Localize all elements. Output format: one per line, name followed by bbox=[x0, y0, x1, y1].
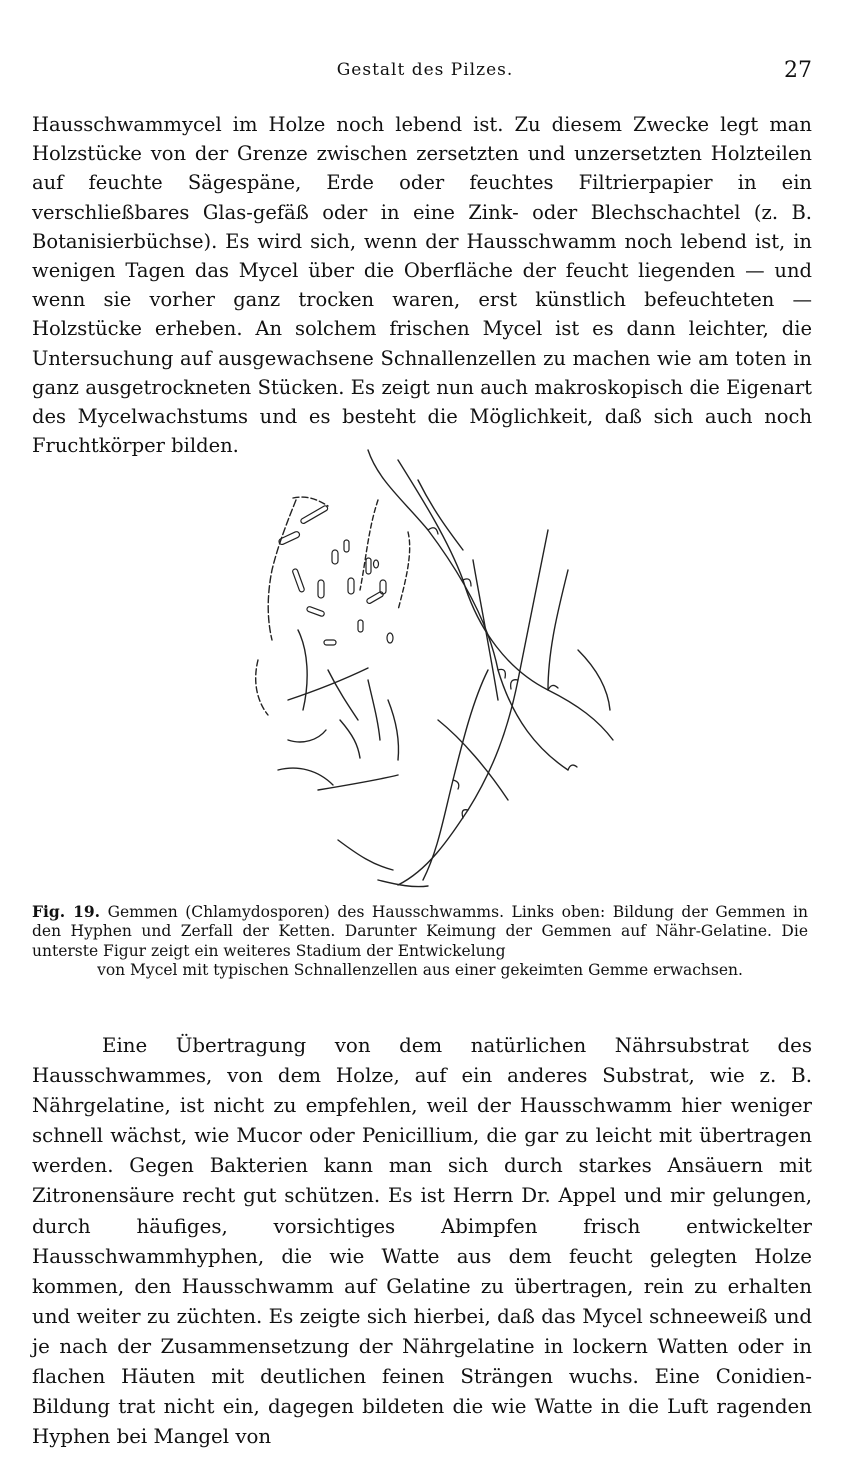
gemmae-chain bbox=[268, 500, 296, 640]
hypha bbox=[418, 480, 463, 550]
germ-tube bbox=[328, 670, 358, 720]
gemmae-chain bbox=[360, 500, 378, 590]
paragraph-1: Hausschwammycel im Holze noch lebend ist. Zu diesem Zwecke legt man Holzstücke von der Grenze zwischen zersetzten und unzersetzten Holzteilen auf feuchte Sägespäne, Erde oder feuchtes Filtrierpapier in ein verschließbares Glas-gefäß oder in eine Zink- oder Blechschachtel (z. B. Botanisierbüchse). Es wird sich, wenn der Hausschwamm noch lebend ist, in wenigen Tagen das Mycel über die Oberfläche der feucht liegenden — und wenn sie vorher ganz trocken waren, erst künstlich befeuchteten — Holzstücke erheben. An solchem frischen Mycel ist es dann leichter, die Untersuchung auf ausgewachsene Schnallenzellen zu machen wie am toten in ganz ausgetrockneten Stücken. Es zeigt nun auch makroskopisch die Eigenart des Mycelwachstums und es besteht die Möglichkeit, daß sich auch noch Fruchtkörper bilden. bbox=[32, 113, 812, 458]
page-number: 27 bbox=[784, 58, 812, 83]
paragraph-2: Eine Übertragung von dem natürlichen Nährsubstrat des Hausschwammes, von dem Holze, auf ein anderes Substrat, wie z. B. Nährgelatine, ist nicht zu empfehlen, weil der Hausschwamm hier weniger schnell wächst, wie Mucor oder Penicillium, die gar zu leicht mit übertragen werden. Gegen Bakterien kann man sich durch starkes Ansäuern mit Zitronensäure recht gut schützen. Es ist Herrn Dr. Appel und mir gelungen, durch häufiges, vorsichtiges Abimpfen frisch entwickelter Hausschwammhyphen, die wie Watte aus dem feucht gelegten Holze kommen, den Hausschwamm auf Gelatine zu übertragen, rein zu erhalten und weiter zu züchten. Es zeigte sich hierbei, daß das Mycel schneeweiß und je nach der Zusammensetzung der Nährgelatine in lockern Watten oder in flachen Häuten mit deutlichen feinen Strängen wuchs. Eine Conidien-Bildung trat nicht ein, dagegen bildeten die wie Watte in die Luft ragenden Hyphen bei Mangel von bbox=[32, 1034, 812, 1449]
figure-caption bbox=[32, 902, 808, 980]
germ-tube bbox=[298, 630, 307, 710]
hypha bbox=[338, 840, 393, 870]
running-title: Gestalt des Pilzes. bbox=[336, 60, 514, 80]
clamp-connections bbox=[428, 528, 577, 818]
hypha bbox=[578, 650, 610, 710]
gemmae-chain bbox=[398, 532, 410, 610]
germ-tube bbox=[368, 680, 380, 740]
hyphae-drawing bbox=[248, 440, 638, 900]
figure-label: Fig. 19. bbox=[32, 902, 101, 921]
germ-tube bbox=[340, 720, 360, 758]
hypha bbox=[548, 570, 568, 690]
hypha bbox=[378, 880, 428, 887]
caption-last-line: von Mycel mit typischen Schnallenzellen aus einer gekeimten Gemme erwachsen. bbox=[97, 960, 743, 979]
germ-tube bbox=[288, 668, 368, 700]
running-head bbox=[0, 58, 850, 88]
hypha bbox=[438, 720, 508, 800]
hypha bbox=[423, 670, 488, 880]
germ-tube bbox=[288, 730, 326, 742]
spore-cluster bbox=[278, 505, 393, 645]
caption-text: Gemmen (Chlamydosporen) des Hausschwamms. Links oben: Bildung der Gemmen in den Hyphen und Zerfall der Ketten. Darunter Keimung der Gemmen auf Nähr-Gelatine. Die unterste Figur zeigt ein weiteres Stadium der Entwickelung bbox=[32, 903, 808, 960]
gemmae-chain bbox=[256, 660, 268, 715]
hypha bbox=[473, 560, 498, 700]
figure-19-illustration bbox=[248, 440, 638, 900]
gemmae-chain bbox=[293, 497, 328, 506]
germ-tube bbox=[388, 700, 399, 760]
germ-tube bbox=[278, 768, 333, 785]
